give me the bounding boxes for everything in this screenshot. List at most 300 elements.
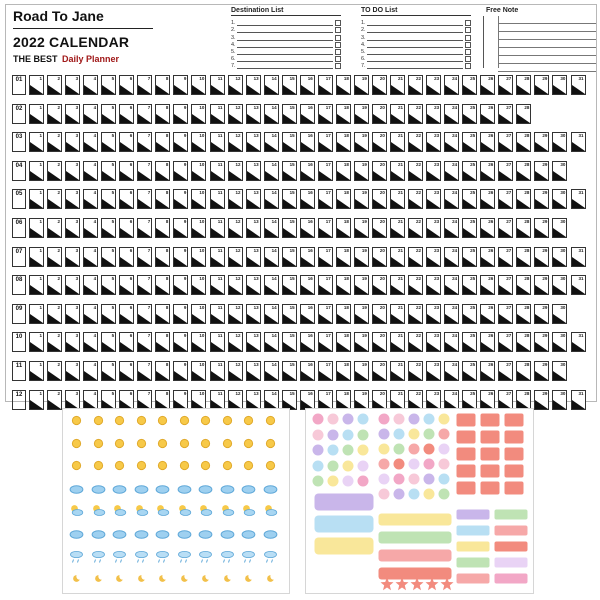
day-cell[interactable] [264,247,279,267]
day-cell[interactable] [119,104,134,124]
day-cell[interactable] [228,218,243,238]
day-cell[interactable] [336,390,351,410]
day-cell[interactable] [83,361,98,381]
day-cell[interactable] [354,247,369,267]
day-cell[interactable] [444,332,459,352]
day-cell[interactable] [137,161,152,181]
day-cell[interactable] [101,75,116,95]
day-cell[interactable] [300,304,315,324]
day-cell[interactable] [29,390,44,410]
day-cell[interactable] [318,104,333,124]
day-cell[interactable] [534,390,549,410]
day-cell[interactable] [29,361,44,381]
day-cell[interactable] [390,218,405,238]
day-cell[interactable] [390,361,405,381]
day-cell[interactable] [282,132,297,152]
day-cell[interactable] [426,218,441,238]
day-cell[interactable] [29,218,44,238]
day-cell[interactable] [29,189,44,209]
day-cell[interactable] [390,275,405,295]
day-cell[interactable] [516,304,531,324]
day-cell[interactable] [228,132,243,152]
day-cell[interactable] [282,247,297,267]
day-cell[interactable] [426,189,441,209]
day-cell[interactable] [65,189,80,209]
day-cell[interactable] [210,218,225,238]
day-cell[interactable] [426,104,441,124]
day-cell[interactable] [282,332,297,352]
day-cell[interactable] [498,189,513,209]
day-cell[interactable] [246,189,261,209]
day-cell[interactable] [191,189,206,209]
day-cell[interactable] [480,189,495,209]
day-cell[interactable] [119,361,134,381]
day-cell[interactable] [137,247,152,267]
day-cell[interactable] [408,332,423,352]
day-cell[interactable] [101,390,116,410]
day-cell[interactable] [318,361,333,381]
day-cell[interactable] [101,275,116,295]
day-cell[interactable] [336,132,351,152]
day-cell[interactable] [516,390,531,410]
day-cell[interactable] [155,247,170,267]
day-cell[interactable] [264,332,279,352]
day-cell[interactable] [83,247,98,267]
day-cell[interactable] [372,161,387,181]
day-cell[interactable] [444,161,459,181]
day-cell[interactable] [228,304,243,324]
day-cell[interactable] [137,304,152,324]
day-cell[interactable] [462,361,477,381]
day-cell[interactable] [65,75,80,95]
day-cell[interactable] [101,189,116,209]
day-cell[interactable] [408,75,423,95]
day-cell[interactable] [552,75,567,95]
day-cell[interactable] [498,332,513,352]
day-cell[interactable] [318,161,333,181]
day-cell[interactable] [246,104,261,124]
day-cell[interactable] [137,132,152,152]
day-cell[interactable] [264,132,279,152]
day-cell[interactable] [191,332,206,352]
day-cell[interactable] [516,218,531,238]
day-cell[interactable] [390,161,405,181]
day-cell[interactable] [119,132,134,152]
day-cell[interactable] [318,218,333,238]
day-cell[interactable] [210,75,225,95]
day-cell[interactable] [372,304,387,324]
day-cell[interactable] [498,390,513,410]
day-cell[interactable] [119,161,134,181]
day-cell[interactable] [264,75,279,95]
day-cell[interactable] [390,104,405,124]
day-cell[interactable] [29,304,44,324]
day-cell[interactable] [191,304,206,324]
day-cell[interactable] [173,132,188,152]
day-cell[interactable] [372,218,387,238]
day-cell[interactable] [282,304,297,324]
day-cell[interactable] [65,332,80,352]
day-cell[interactable] [137,75,152,95]
day-cell[interactable] [571,132,586,152]
day-cell[interactable] [83,304,98,324]
day-cell[interactable] [210,161,225,181]
day-cell[interactable] [264,304,279,324]
day-cell[interactable] [552,332,567,352]
day-cell[interactable] [228,247,243,267]
day-cell[interactable] [480,161,495,181]
day-cell[interactable] [101,332,116,352]
day-cell[interactable] [498,304,513,324]
day-cell[interactable] [29,247,44,267]
day-cell[interactable] [336,304,351,324]
day-cell[interactable] [210,104,225,124]
day-cell[interactable] [336,247,351,267]
day-cell[interactable] [516,104,531,124]
day-cell[interactable] [462,390,477,410]
day-cell[interactable] [372,247,387,267]
day-cell[interactable] [534,161,549,181]
day-cell[interactable] [137,275,152,295]
day-cell[interactable] [210,247,225,267]
day-cell[interactable] [264,161,279,181]
day-cell[interactable] [173,75,188,95]
day-cell[interactable] [246,332,261,352]
day-cell[interactable] [498,75,513,95]
day-cell[interactable] [83,161,98,181]
day-cell[interactable] [444,361,459,381]
day-cell[interactable] [480,390,495,410]
day-cell[interactable] [552,161,567,181]
day-cell[interactable] [336,275,351,295]
day-cell[interactable] [552,275,567,295]
day-cell[interactable] [516,189,531,209]
day-cell[interactable] [480,361,495,381]
day-cell[interactable] [300,361,315,381]
day-cell[interactable] [119,189,134,209]
day-cell[interactable] [246,75,261,95]
day-cell[interactable] [300,247,315,267]
day-cell[interactable] [444,304,459,324]
day-cell[interactable] [318,275,333,295]
day-cell[interactable] [83,189,98,209]
day-cell[interactable] [83,218,98,238]
day-cell[interactable] [444,104,459,124]
day-cell[interactable] [372,332,387,352]
day-cell[interactable] [408,218,423,238]
day-cell[interactable] [336,104,351,124]
day-cell[interactable] [65,218,80,238]
day-cell[interactable] [228,189,243,209]
day-cell[interactable] [354,332,369,352]
day-cell[interactable] [173,247,188,267]
day-cell[interactable] [318,75,333,95]
day-cell[interactable] [246,390,261,410]
day-cell[interactable] [282,361,297,381]
day-cell[interactable] [191,104,206,124]
day-cell[interactable] [47,275,62,295]
day-cell[interactable] [155,189,170,209]
day-cell[interactable] [246,275,261,295]
day-cell[interactable] [246,304,261,324]
day-cell[interactable] [571,189,586,209]
day-cell[interactable] [516,132,531,152]
day-cell[interactable] [155,104,170,124]
day-cell[interactable] [210,361,225,381]
day-cell[interactable] [444,75,459,95]
day-cell[interactable] [29,161,44,181]
day-cell[interactable] [210,390,225,410]
day-cell[interactable] [228,75,243,95]
day-cell[interactable] [282,275,297,295]
day-cell[interactable] [173,304,188,324]
day-cell[interactable] [354,304,369,324]
day-cell[interactable] [83,132,98,152]
day-cell[interactable] [336,189,351,209]
day-cell[interactable] [571,332,586,352]
day-cell[interactable] [47,332,62,352]
day-cell[interactable] [444,189,459,209]
day-cell[interactable] [318,132,333,152]
day-cell[interactable] [444,275,459,295]
day-cell[interactable] [534,75,549,95]
day-cell[interactable] [390,189,405,209]
day-cell[interactable] [155,218,170,238]
day-cell[interactable] [534,218,549,238]
day-cell[interactable] [246,247,261,267]
day-cell[interactable] [354,275,369,295]
day-cell[interactable] [408,104,423,124]
day-cell[interactable] [191,361,206,381]
day-cell[interactable] [498,104,513,124]
day-cell[interactable] [516,161,531,181]
day-cell[interactable] [498,361,513,381]
day-cell[interactable] [282,104,297,124]
day-cell[interactable] [210,304,225,324]
day-cell[interactable] [498,247,513,267]
day-cell[interactable] [47,390,62,410]
day-cell[interactable] [264,189,279,209]
day-cell[interactable] [228,275,243,295]
day-cell[interactable] [516,75,531,95]
day-cell[interactable] [318,304,333,324]
day-cell[interactable] [191,75,206,95]
day-cell[interactable] [571,75,586,95]
day-cell[interactable] [282,189,297,209]
day-cell[interactable] [426,275,441,295]
day-cell[interactable] [480,275,495,295]
day-cell[interactable] [173,332,188,352]
day-cell[interactable] [318,332,333,352]
day-cell[interactable] [462,304,477,324]
day-cell[interactable] [336,218,351,238]
day-cell[interactable] [516,275,531,295]
day-cell[interactable] [173,361,188,381]
day-cell[interactable] [462,189,477,209]
day-cell[interactable] [408,304,423,324]
day-cell[interactable] [372,361,387,381]
day-cell[interactable] [534,189,549,209]
day-cell[interactable] [119,390,134,410]
day-cell[interactable] [83,390,98,410]
day-cell[interactable] [119,75,134,95]
day-cell[interactable] [119,332,134,352]
day-cell[interactable] [336,75,351,95]
day-cell[interactable] [336,161,351,181]
day-cell[interactable] [101,304,116,324]
day-cell[interactable] [65,304,80,324]
day-cell[interactable] [390,132,405,152]
day-cell[interactable] [318,189,333,209]
day-cell[interactable] [47,247,62,267]
day-cell[interactable] [65,361,80,381]
day-cell[interactable] [246,361,261,381]
day-cell[interactable] [29,132,44,152]
day-cell[interactable] [444,132,459,152]
day-cell[interactable] [300,132,315,152]
day-cell[interactable] [354,104,369,124]
day-cell[interactable] [246,218,261,238]
day-cell[interactable] [498,161,513,181]
day-cell[interactable] [516,332,531,352]
day-cell[interactable] [444,247,459,267]
day-cell[interactable] [354,189,369,209]
day-cell[interactable] [264,390,279,410]
day-cell[interactable] [173,189,188,209]
day-cell[interactable] [462,218,477,238]
day-cell[interactable] [462,161,477,181]
day-cell[interactable] [282,161,297,181]
day-cell[interactable] [534,361,549,381]
day-cell[interactable] [155,132,170,152]
day-cell[interactable] [480,218,495,238]
checkbox[interactable] [335,63,341,69]
day-cell[interactable] [444,218,459,238]
day-cell[interactable] [137,189,152,209]
day-cell[interactable] [47,189,62,209]
day-cell[interactable] [29,332,44,352]
day-cell[interactable] [480,75,495,95]
day-cell[interactable] [300,332,315,352]
day-cell[interactable] [480,104,495,124]
day-cell[interactable] [354,161,369,181]
day-cell[interactable] [47,218,62,238]
day-cell[interactable] [191,247,206,267]
day-cell[interactable] [534,247,549,267]
day-cell[interactable] [516,361,531,381]
day-cell[interactable] [408,390,423,410]
day-cell[interactable] [155,75,170,95]
day-cell[interactable] [372,75,387,95]
day-cell[interactable] [137,361,152,381]
day-cell[interactable] [571,390,586,410]
day-cell[interactable] [83,75,98,95]
day-cell[interactable] [47,304,62,324]
day-cell[interactable] [480,332,495,352]
day-cell[interactable] [480,247,495,267]
day-cell[interactable] [191,132,206,152]
day-cell[interactable] [155,361,170,381]
day-cell[interactable] [571,247,586,267]
day-cell[interactable] [29,275,44,295]
day-cell[interactable] [300,390,315,410]
day-cell[interactable] [173,161,188,181]
day-cell[interactable] [300,275,315,295]
day-cell[interactable] [155,161,170,181]
day-cell[interactable] [101,132,116,152]
day-cell[interactable] [228,104,243,124]
day-cell[interactable] [47,104,62,124]
day-cell[interactable] [318,390,333,410]
day-cell[interactable] [191,390,206,410]
day-cell[interactable] [372,132,387,152]
day-cell[interactable] [408,132,423,152]
day-cell[interactable] [264,104,279,124]
day-cell[interactable] [264,275,279,295]
day-cell[interactable] [65,390,80,410]
day-cell[interactable] [173,218,188,238]
day-cell[interactable] [29,75,44,95]
day-cell[interactable] [101,161,116,181]
day-cell[interactable] [372,189,387,209]
day-cell[interactable] [516,247,531,267]
day-cell[interactable] [210,189,225,209]
day-cell[interactable] [390,390,405,410]
day-cell[interactable] [191,218,206,238]
day-cell[interactable] [498,218,513,238]
day-cell[interactable] [101,218,116,238]
day-cell[interactable] [282,218,297,238]
day-cell[interactable] [119,304,134,324]
day-cell[interactable] [444,390,459,410]
day-cell[interactable] [300,218,315,238]
day-cell[interactable] [246,132,261,152]
day-cell[interactable] [426,247,441,267]
day-cell[interactable] [354,218,369,238]
day-cell[interactable] [372,390,387,410]
day-cell[interactable] [191,275,206,295]
day-cell[interactable] [390,304,405,324]
day-cell[interactable] [228,390,243,410]
day-cell[interactable] [462,132,477,152]
day-cell[interactable] [282,75,297,95]
day-cell[interactable] [210,275,225,295]
day-cell[interactable] [426,390,441,410]
day-cell[interactable] [83,275,98,295]
day-cell[interactable] [119,247,134,267]
day-cell[interactable] [173,390,188,410]
day-cell[interactable] [137,218,152,238]
day-cell[interactable] [264,361,279,381]
day-cell[interactable] [480,132,495,152]
day-cell[interactable] [498,132,513,152]
day-cell[interactable] [552,218,567,238]
day-cell[interactable] [83,104,98,124]
day-cell[interactable] [65,275,80,295]
day-cell[interactable] [354,390,369,410]
day-cell[interactable] [426,161,441,181]
day-cell[interactable] [426,361,441,381]
day-cell[interactable] [534,132,549,152]
day-cell[interactable] [372,275,387,295]
day-cell[interactable] [173,275,188,295]
day-cell[interactable] [462,247,477,267]
day-cell[interactable] [191,161,206,181]
day-cell[interactable] [552,189,567,209]
day-cell[interactable] [408,275,423,295]
day-cell[interactable] [534,332,549,352]
day-cell[interactable] [155,332,170,352]
